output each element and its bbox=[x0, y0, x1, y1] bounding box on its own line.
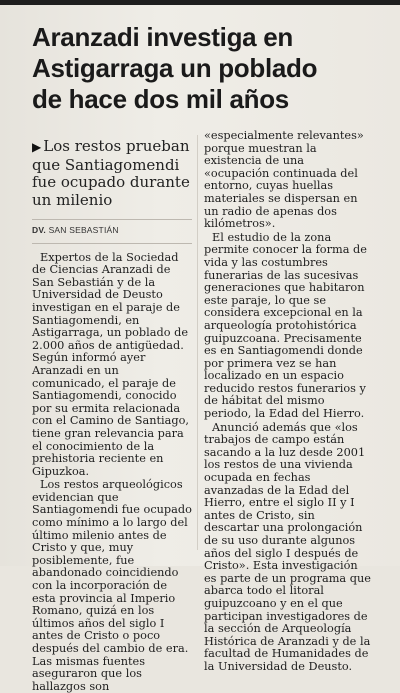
headline-line-3: de hace dos mil años bbox=[32, 84, 289, 114]
triangle-bullet-icon: ▶ bbox=[32, 140, 42, 154]
column-divider bbox=[197, 135, 198, 550]
right-column bbox=[204, 130, 372, 674]
headline bbox=[32, 22, 392, 115]
right-paragraph-3: Anunció además que «los trabajos de campo están sacando a la luz desde 2001 los restos de una vivienda ocupada en fechas avanzadas de la Edad del Hierro, entre el siglo II y I antes de Cristo, sin descartar una prolongación de su uso durante algunos años del siglo I después de Cristo». Esta investigación es parte de un programa que abarca todo el litoral guipuzcoano y en el que participan investigadores de la sección de Arqueología Histórica de Aranzadi y de la facultad de Humanidades de la Universidad de Deusto. bbox=[204, 420, 371, 673]
left-paragraph-2: Los restos arqueológicos evidencian que Santiagomendi fue ocupado como mínimo a lo largo del último milenio antes de Cristo y que, muy posiblemente, fue abandonado coincidiendo con la incorporación de esta provincia al Imperio Romano, quizá en los últimos años del siglo I antes de Cristo o poco después del cambio de era. Las mismas fuentes aseguraron que los hallazgos son bbox=[32, 478, 192, 693]
byline-location: SAN SEBASTIÁN bbox=[48, 225, 119, 235]
right-paragraph-1: «especialmente relevantes» porque muestran la existencia de una «ocupación continuada del entorno, cuyas huellas materiales se dispersan en un radio de apenas dos kilómetros». bbox=[204, 129, 364, 231]
headline-line-1: Aranzadi investiga en bbox=[32, 22, 294, 52]
lede-text: Los restos prueban que Santiagomendi fue ocupado durante un milenio bbox=[32, 137, 190, 209]
right-paragraph-2: El estudio de la zona permite conocer la forma de vida y las costumbres funerarias de las sucesivas generaciones que habitaron este paraje, lo que se considera excepcional en la arqueología protohistórica guipuzcoana. Precisamente es en Santiagomendi donde por primera vez se han localizado en un espacio reducido restos funerarios y de hábitat del mismo periodo, la Edad del Hierro. bbox=[204, 230, 367, 421]
byline bbox=[32, 219, 192, 237]
left-column bbox=[32, 130, 192, 693]
headline-line-2: Astigarraga un poblado bbox=[32, 53, 318, 83]
top-rule bbox=[0, 0, 400, 5]
left-paragraph-1: Expertos de la Sociedad de Ciencias Aranzadi de San Sebastián y de la Universidad de Deusto investigan en el paraje de Santiagomendi, en Astigarraga, un poblado de 2.000 años de antigüedad. Según informó ayer Aranzadi en un comunicado, el paraje de Santiagomendi, conocido por su ermita relacionada con el Camino de Santiago, tiene gran relevancia para el conocimiento de la prehistoria reciente en Gipuzkoa. bbox=[32, 250, 190, 478]
byline-author: DV. bbox=[32, 225, 46, 235]
lede bbox=[32, 138, 192, 209]
